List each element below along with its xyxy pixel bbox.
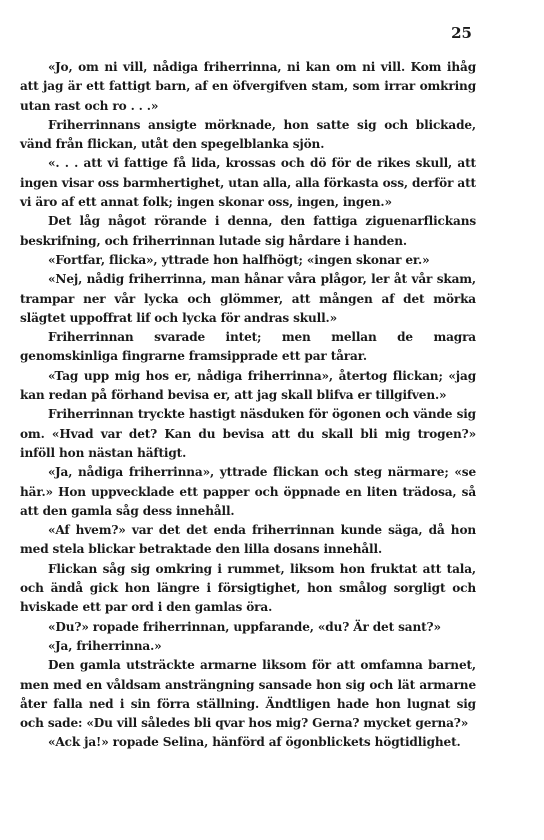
paragraph: Friherrinnan tryckte hastigt näsduken för ögonen och vände sig om. «Hvad var det? Kan du bevisa att du skall bli mig trogen?» inföll hon nästan häftigt. (20, 407, 476, 460)
paragraph: Friherrinnan svarade intet; men mellan de magra genomskinliga fingrarne framsipprade ett par tårar. (20, 330, 476, 364)
paragraph: Den gamla utsträckte armarne liksom för att omfamna barnet, men med en våldsam ansträngning sansade hon sig och lät armarne åter falla ned i sin förra ställning. Ändtligen hade hon lugnat sig och sade: «Du vill således bli qvar hos mig? Gerna? mycket gerna?» (20, 658, 476, 731)
paragraph: «Ja, friherrinna.» (48, 638, 162, 653)
paragraph: Flickan såg sig omkring i rummet, liksom hon fruktat att tala, och ändå gick hon längre i försigtighet, hon smålog sorgligt och hviskade ett par ord i den gamlas öra. (20, 561, 476, 615)
paragraph: «Fortfar, flicka», yttrade hon halfhögt; «ingen skonar er.» (48, 252, 430, 267)
paragraph: Det låg något rörande i denna, den fattiga ziguenarflickans beskrifning, och friherrinnan lutade sig hårdare i handen. (20, 214, 476, 248)
paragraph: «Jo, om ni vill, nådiga friherrinna, ni kan om ni vill. Kom ihåg att jag är ett fattigt barn, af en öfvergifven stam, som irrar omkring utan rast och ro . . .» (20, 60, 476, 113)
paragraph: Friherrinnans ansigte mörknade, hon satte sig och blickade, vänd från flickan, utåt den spegelblanka sjön. (20, 117, 476, 152)
body-text (20, 58, 476, 753)
paragraph: «Af hvem?» var det det enda friherrinnan kunde säga, då hon med stela blickar betraktade den lilla dosans innehåll. (20, 523, 476, 557)
paragraph: «Ack ja!» ropade Selina, hänförd af ögonblickets högtidlighet. (48, 735, 461, 750)
paragraph: «Tag upp mig hos er, nådiga friherrinna», återtog flickan; «jag kan redan på förhand bevisa er, att jag skall blifva er tillgifven.» (20, 368, 476, 403)
paragraph: «. . . att vi fattige få lida, krossas och dö för de rikes skull, att ingen visar oss barmhertighet, utan alla, alla förkasta oss, derför att vi äro af ett annat folk; ingen skonar oss, ingen, ingen.» (20, 156, 476, 210)
page-number: 25 (451, 24, 472, 42)
paragraph: «Du?» ropade friherrinnan, uppfarande, «du? Är det sant?» (48, 619, 441, 634)
paragraph: «Nej, nådig friherrinna, man hånar våra plågor, ler åt vår skam, trampar ner vår lycka och glömmer, att mången af det mörka slägtet uppoffrat lif och lycka för andras skull.» (20, 272, 476, 325)
paragraph: «Ja, nådiga friherrinna», yttrade flickan och steg närmare; «se här.» Hon uppvecklade ett papper och öppnade en liten trädosa, så att den gamla såg dess innehåll. (20, 465, 476, 518)
